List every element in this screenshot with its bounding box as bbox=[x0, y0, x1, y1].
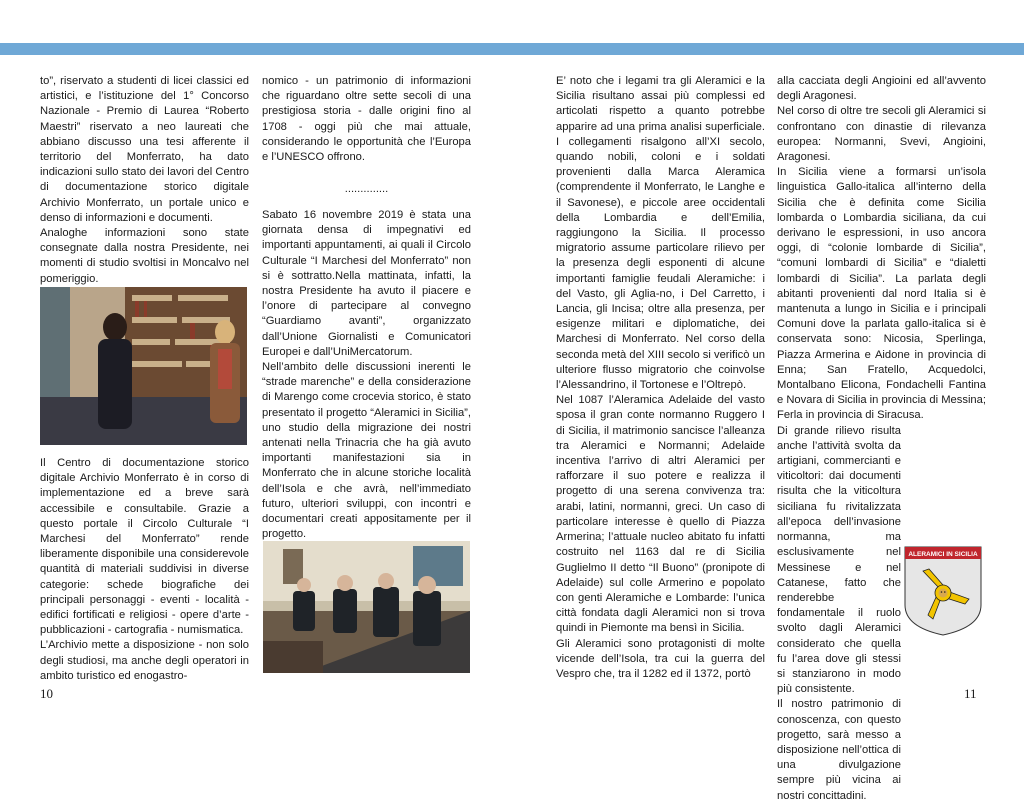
right-column-1 bbox=[556, 74, 765, 682]
photo-conference-table bbox=[263, 541, 470, 673]
right-column-2 bbox=[777, 74, 986, 804]
paragraph: Nell’ambito delle discussioni inerenti le “strade marenche” e della considerazione di Marengo come crocevia storico, è stato presentato il progetto “Aleramici in Sicilia”, uno studio della migrazione dei nostri antenati nella Trinacria che ha già avuto importanti manifestazioni sia in Monferrato che in alcune storiche località dell’Isola e che avrà, nell’immediato futuro, ulteriori sviluppi, con incontri e documentari creati appositamente per il progetto. bbox=[262, 361, 471, 541]
paragraph: Nel 1087 l’Aleramica Adelaide del vasto sposa il gran conte normanno Ruggero I di Sicilia, il matrimonio sancisce l’alleanza tra Aleramici e Normanni; Adelaide incentiva l’arrivo di altri Aleramici per rafforzare il suo potere e realizza il progetto di una serena convivenza tra: arabi, latini, normanni, greci. Un caso di particolare interesse è quello di Piazza Armerina; l’attuale nucleo abitato fu infatti costruito nel 1163 dal re di Sicilia Guglielmo II detto “Il Buono” (pronipote di Adelaide) sul colle Armerino e popolato con genti Aleramiche e Lombarde: l’unica città fondata dagli Aleramici non si trova quindi in Piemonte ma bensì in Sicilia. bbox=[556, 394, 765, 635]
paragraph: Gli Aleramici sono protagonisti di molte vicende dell’Isola, tra cui la guerra del Vespro che, tra il 1282 ed il 1372, portò bbox=[556, 637, 765, 680]
paragraph: to”, riservato a studenti di licei classici ed artistici, e l’istituzione del 1° Concorso Nazionale - Premio di Laurea “Roberto Maestri” riservato a neo laureati che abbiano discusso una tesi afferente il territorio del Monferrato, ha dato indicazioni sullo stato dei lavori del Centro di documentazione storico digitale Archivio Monferrato, un portale unico e denso di informazioni e documenti. bbox=[40, 75, 249, 224]
left-column-1-bottom bbox=[40, 456, 249, 684]
paragraph: nomico - un patrimonio di informazioni che riguardano oltre sette secoli di una prestigiosa storia - dalle origini fino al 1708 - oggi più che mai attuale, considerando le opportunità che l’Europa e l’UNESCO offrono. bbox=[262, 75, 471, 164]
top-color-band bbox=[0, 43, 1024, 55]
page-number-left: 10 bbox=[40, 686, 53, 701]
paragraph: L’Archivio mette a disposizione - non solo degli studiosi, ma anche degli operatori in ambito turistico ed enogastro- bbox=[40, 639, 249, 682]
paragraph: Di grande rilievo risulta anche l’attività svolta da artigiani, commercianti e viticoltori: dai documenti risulta che la viticoltura siciliana fu rivitalizzata all’epoca dell’invasione normanna, ma esclusivamente nel Messinese e nel Catanese, fatto che renderebbe fondamentale il ruolo svolto dagli Aleramici considerato che quella fu l’area dove gli stessi si stanziarono in modo più consistente. bbox=[777, 424, 901, 696]
section-separator: .............. bbox=[344, 183, 389, 195]
paragraph: Il Centro di documentazione storico digitale Archivio Monferrato è in corso di implementazione ed a breve sarà accessibile e consultabile. Grazie a questo portale il Circolo Culturale “I Marchesi del Monferrato” rende liberamente disponibile una considerevole quantità di materiali suddivisi in diverse categorie: schede biografiche dei principali personaggi - eventi - località - edifici fortificati e religiosi - opere d’arte - pubblicazioni - cartografia - numismatica. bbox=[40, 457, 249, 637]
left-column-2-bottom bbox=[262, 208, 471, 542]
emblem-label: ALERAMICI IN SICILIA bbox=[908, 551, 978, 558]
aleramici-in-sicilia-emblem bbox=[903, 545, 983, 637]
page-number-right: 11 bbox=[964, 686, 977, 701]
paragraph: Nel corso di oltre tre secoli gli Aleramici si confrontano con dinastie di rilevanza europea: Normanni, Svevi, Angioini, Aragonesi. bbox=[777, 105, 986, 164]
paragraph: alla cacciata degli Angioini ed all’avvento degli Aragonesi. bbox=[777, 75, 986, 103]
left-column-1-top bbox=[40, 74, 249, 287]
paragraph: Sabato 16 novembre 2019 è stata una giornata densa di impegnativi ed importanti appuntamenti, ai quali il Circolo Culturale “I Marchesi del Monferrato” non si è sottratto.Nella mattinata, infatti, la nostra Presidente ha avuto il piacere e l’onore di partecipare al convegno “Guardiamo avanti”, organizzato dall’Unione Giornalisti e Comunicatori Europei e dall’UniMercatorum. bbox=[262, 209, 471, 358]
paragraph: In Sicilia viene a formarsi un’isola linguistica Gallo-italica all’interno della Sicilia che è definita come Sicilia lombarda o Lombardia siciliana, da cui derivano le espressioni, in uso ancora oggi, di “colonie lombarde di Sicilia”, “comuni lombardi di Sicilia” e “dialetti lombardi di Sicilia”. La parlata degli abitanti provenienti dal nord Italia si è mantenuta a lungo in Sicilia e i principali Comuni dove la parlata gallo-italica si è conservata sono: Nicosia, Sperlinga, Piazza Armerina e Aidone in provincia di Enna; San Fratello, Acquedolci, Montalbano Elicona, Fondachelli Fantina e Novara di Sicilia in provincia di Messina; Ferla in provincia di Siracusa. bbox=[777, 166, 986, 422]
paragraph: Analoghe informazioni sono state consegnate dalla nostra Presidente, nei momenti di studio svoltisi in Moncalvo nel pomeriggio. bbox=[40, 227, 249, 285]
paragraph: E’ noto che i legami tra gli Aleramici e la Sicilia risultano assai più complessi ed articolati rispetto a quanto potrebbe apparire ad una prima analisi superficiale. I collegamenti risalgono all’XI secolo, quando nobili, coloni e i soldati provenienti dalla Marca Aleramica (comprendente il Monferrato, le Langhe e il Savonese), e piccole aree occidentali della Lombardia e dell’Emilia, raggiungono la Sicilia. Il processo migratorio assume particolare rilievo per la presenza degli esponenti di alcune importanti famiglie feudali Aleramiche: i del Vasto, gli Aglia-no, i Del Carretto, i Lancia, gli Incisa; oltre alla presenza, per esigenze militari e diplomatiche, dei Marchesi di Monferrato. Nel corso della seconda metà del XIII secolo si verificò un ulteriore flusso migratorio che coinvolse l’Alessandrino, il Tortonese e l’Oltrepò. bbox=[556, 75, 765, 392]
left-column-2-top bbox=[262, 74, 471, 165]
photo-speaker-library bbox=[40, 287, 247, 445]
paragraph: Il nostro patrimonio di conoscenza, con questo progetto, sarà messo a disposizione nell’ottica di una divulgazione sempre più vicina ai nostri concittadini. bbox=[777, 698, 901, 802]
